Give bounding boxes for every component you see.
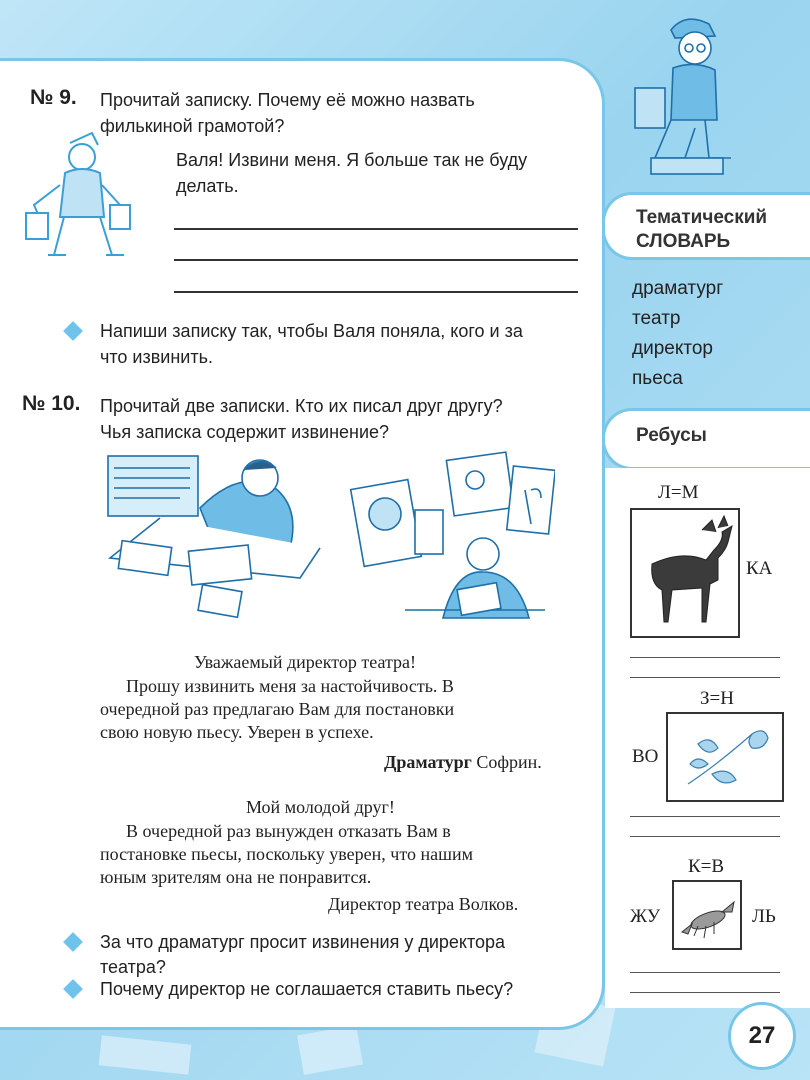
dict-word: пьеса (632, 368, 683, 389)
rebus-title: Ребусы (636, 425, 707, 446)
answer-line (630, 836, 780, 837)
dictionary-title-line2: СЛОВАРЬ (636, 231, 731, 252)
task9-note-line1: Валя! Извини меня. Я больше так не буду (176, 150, 528, 170)
page-number: 27 (728, 1002, 796, 1070)
answer-line (630, 657, 780, 658)
task10-q2: Почему директор не соглашается ставить пьесу? (100, 979, 514, 999)
letter2-line3: юным зрителям она не понравится. (100, 867, 372, 887)
crayfish-icon (674, 882, 740, 948)
rebus3-left: ЖУ (630, 906, 661, 927)
letter1-signature (384, 750, 542, 775)
reader-boy-illustration (625, 8, 735, 184)
dict-word: драматург (632, 278, 724, 299)
rebus3-picture (672, 880, 742, 950)
letter1-line1: Прошу извинить меня за настойчивость. В (126, 676, 454, 696)
answer-line (630, 972, 780, 973)
answer-line (630, 677, 780, 678)
task10-number: № 10. (22, 392, 81, 415)
task10-question-line1: Прочитай две записки. Кто их писал друг другу? (100, 396, 503, 416)
letter2-greeting: Мой молодой друг! (246, 797, 395, 817)
filka-illustration (20, 125, 135, 265)
task10-question-line2: Чья записка содержит извинение? (100, 422, 390, 442)
letter1-sign-name: Софрин. (471, 752, 542, 772)
task9-number: № 9. (30, 86, 77, 109)
moose-icon (632, 510, 738, 636)
answer-line (630, 992, 780, 993)
answer-line (630, 816, 780, 817)
answer-line (174, 291, 578, 293)
letter2-line2: постановке пьесы, поскольку уверен, что нашим (100, 844, 473, 864)
playwright-illustration (100, 448, 330, 618)
letter1-sign-role: Драматург (384, 752, 472, 772)
letter2-signature: Директор театра Волков. (328, 894, 519, 914)
rebus1-picture (630, 508, 740, 638)
rebus2-left: ВО (632, 746, 659, 767)
rebus1-right: КА (746, 558, 773, 579)
task9-question-line1: Прочитай записку. Почему её можно назвать (100, 90, 475, 110)
task9-instruction-line2: что извинить. (100, 347, 213, 367)
rebus2-top: З=Н (700, 688, 734, 709)
task10-q1-line1: За что драматург просит извинения у директора (100, 932, 506, 952)
rose-icon (668, 714, 782, 800)
letter2-line1: В очередной раз вынужден отказать Вам в (126, 821, 451, 841)
letter1-line2: очередной раз предлагаю Вам для постановки (100, 699, 455, 719)
director-illustration (345, 450, 555, 620)
answer-line (174, 228, 578, 230)
letter1-greeting: Уважаемый директор театра! (193, 652, 417, 672)
task10-q1-line2: театра? (100, 957, 166, 977)
rebus1-top: Л=М (658, 482, 699, 503)
task9-note-line2: делать. (176, 176, 239, 196)
rebus2-picture (666, 712, 784, 802)
rebus3-top: К=В (688, 856, 725, 877)
task9-question-line2: филькиной грамотой? (100, 116, 285, 136)
answer-line (174, 259, 578, 261)
rebus3-right: ЛЬ (752, 906, 776, 927)
letter1-line3: свою новую пьесу. Уверен в успехе. (100, 722, 374, 742)
dictionary-title-line1: Тематический (636, 207, 768, 228)
task9-instruction-line1: Напиши записку так, чтобы Валя поняла, кого и за (100, 321, 523, 341)
dict-word: директор (632, 338, 713, 359)
dict-word: театр (632, 308, 681, 329)
